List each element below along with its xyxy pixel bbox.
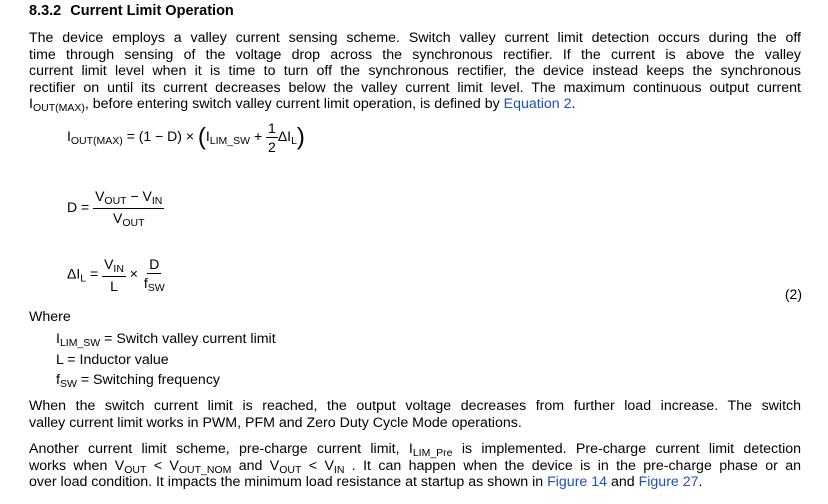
right-paren: ) xyxy=(296,123,305,151)
para2-line-2: valley current limit works in PWM, PFM and Zero Duty Cycle Mode operations. xyxy=(29,414,522,431)
definition-inductor: L = Inductor value xyxy=(56,351,169,368)
equation-number: (2) xyxy=(784,286,802,302)
equation-duty-cycle: D = $\frac{V_{OUT} - V_{IN}}{V_{OUT}}$ xyxy=(67,188,163,229)
variable-definitions xyxy=(56,329,276,391)
duty-fraction: $\frac{V_{OUT} - V_{IN}}{V_{OUT}}$ xyxy=(95,188,163,229)
definition-ilim-sw: $I_{LIM\_SW}$ = Switch valley current limit xyxy=(56,331,276,349)
equation-2-link[interactable]: Equation 2 xyxy=(503,96,572,113)
section-heading xyxy=(29,3,234,19)
equation-ripple-current: $\Delta I_L$ = $\frac{V_{IN}}{L}$ × $\frac{D}{f_{SW}}$ xyxy=(67,256,165,294)
precharge-paragraph xyxy=(29,441,801,491)
intro-line-3: current limit level when it is time to turn off the synchronous rectifier, the device instead keeps the synchronous xyxy=(29,63,801,80)
equation-iout-max: $I_{OUT(MAX)} = (1 - D) \times (I_{LIM\_SW}$ + $\frac{1}{2}$ $\Delta I_L$) xyxy=(67,120,305,155)
where-label: Where xyxy=(29,309,71,325)
intro-line-2: time through sensing of the voltage drop across the synchronous rectifier. If the current is above the valley xyxy=(29,46,801,63)
para3-line-3: over load condition. It impacts the minimum load resistance at startup as shown in Figure 14 and Figure 27. xyxy=(29,474,703,491)
para2-line-1: When the switch current limit is reached, the output voltage decreases from further load increase. The switch xyxy=(29,398,801,414)
d-over-fsw-fraction: $\frac{D}{f_{SW}}$ xyxy=(143,256,165,294)
figure-27-link[interactable]: Figure 27 xyxy=(638,474,699,491)
intro-line-1: The device employs a valley current sensing scheme. Switch valley current limit detection occurs during the off xyxy=(29,30,801,46)
intro-paragraph xyxy=(29,30,801,113)
definition-fsw: $f_{SW}$ = Switching frequency xyxy=(56,372,221,390)
intro-line-5: $I_{OUT(MAX)}$, before entering switch valley current limit operation, is defined by Equation 2. xyxy=(29,96,576,115)
para3-line-1: Another current limit scheme, pre-charge current limit, $I_{LIM\_Pre}$ is implemented. Pre-charge current limit detection xyxy=(29,441,802,459)
section-title: Current Limit Operation xyxy=(70,3,234,19)
para3-line-2: works when $V_{OUT} < V_{OUT\_NOM}$ and $V_{OUT} < V_{IN}$ . It can happen when the device is in the pre-charge phase or an xyxy=(29,457,801,476)
section-number: 8.3.2 xyxy=(29,3,62,19)
half-fraction: $\frac{1}{2}$ xyxy=(268,120,276,155)
intro-line-4: rectifier on until its current decreases below the valley current limit level. The maximum continuous output current xyxy=(29,79,801,96)
figure-14-link[interactable]: Figure 14 xyxy=(547,474,608,491)
left-paren: ( xyxy=(197,123,206,151)
current-limit-paragraph xyxy=(29,398,801,431)
vin-over-l-fraction: $\frac{V_{IN}}{L}$ xyxy=(104,256,124,294)
